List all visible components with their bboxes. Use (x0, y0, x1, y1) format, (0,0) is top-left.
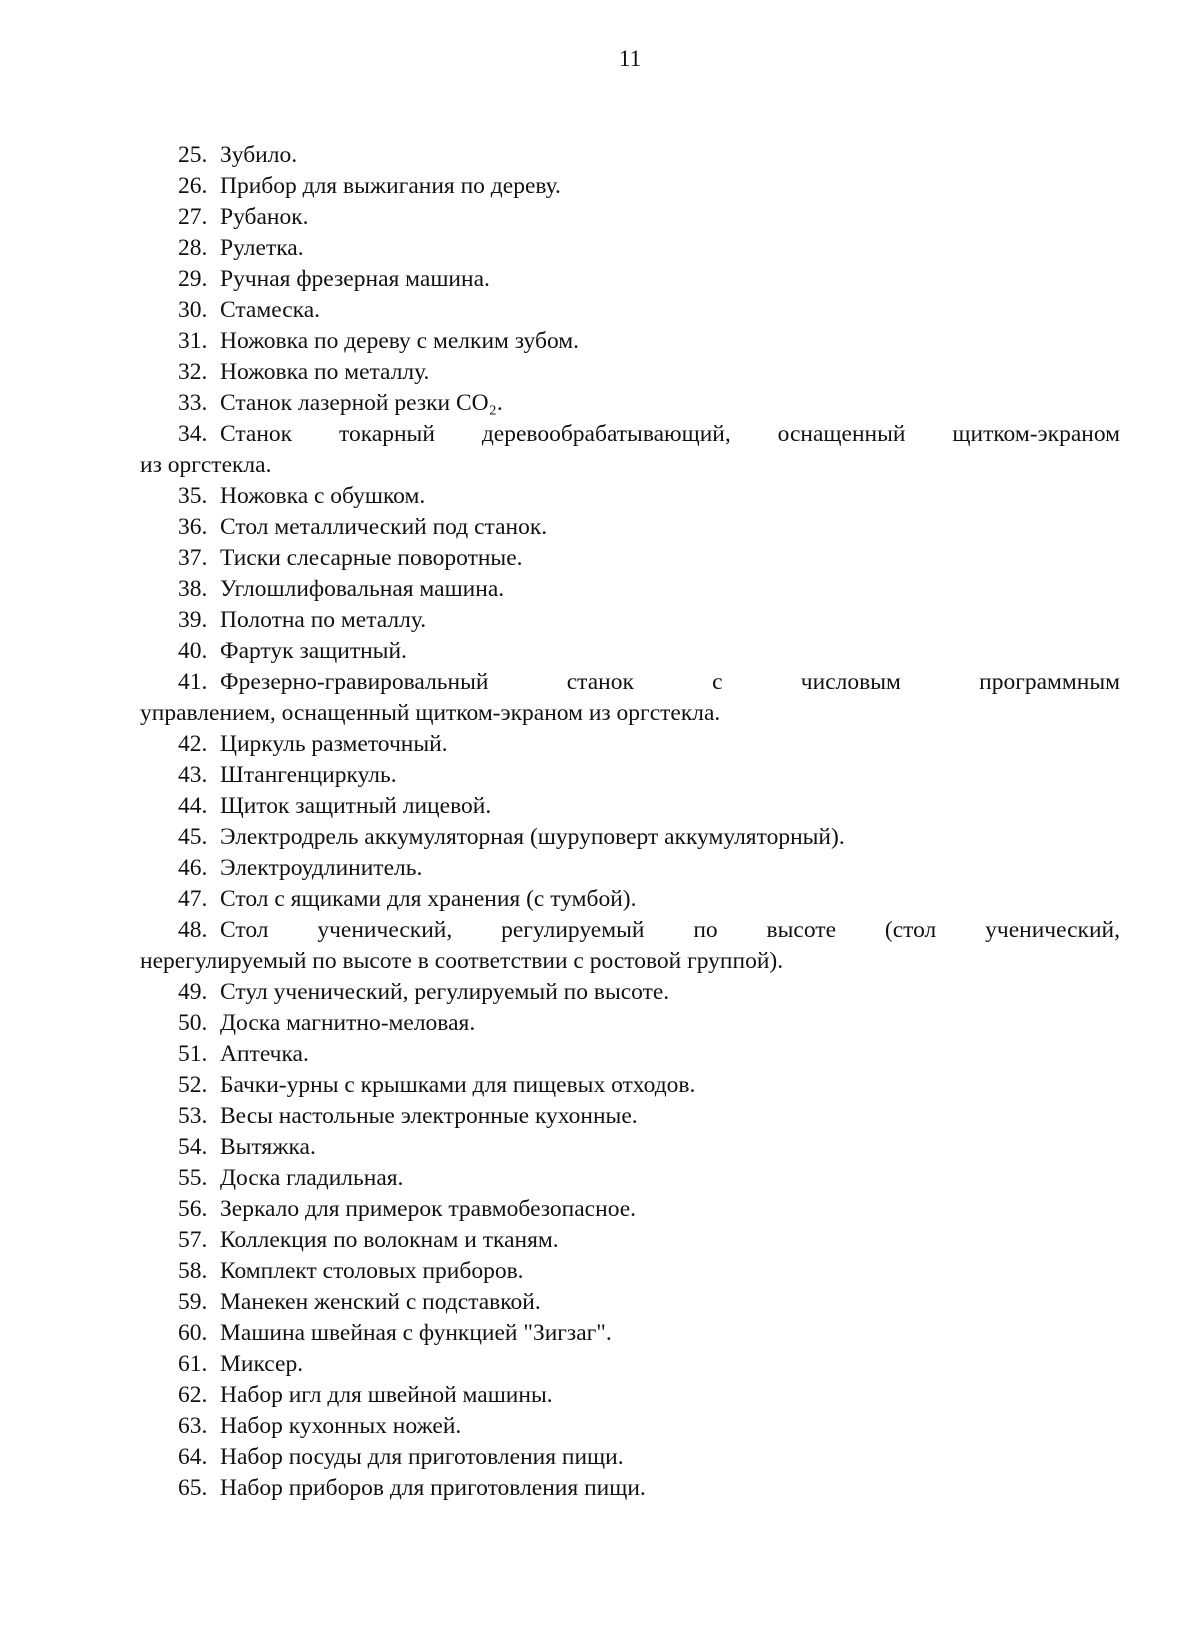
list-item-text: Фартук защитный. (220, 638, 407, 664)
list-item (140, 326, 1120, 357)
list-item (140, 140, 1120, 171)
list-item-number: 32. (178, 359, 208, 385)
list-item-continuation: управлением, оснащенный щитком-экраном из оргстекла. (140, 700, 721, 726)
list-item-text: Доска магнитно-меловая. (220, 1010, 476, 1036)
list-item (140, 760, 1120, 791)
list-item-text: Ручная фрезерная машина. (220, 266, 490, 292)
list-item-number: 63. (178, 1413, 208, 1439)
list-item-text: Щиток защитный лицевой. (220, 793, 492, 819)
list-item-text: Полотна по металлу. (220, 607, 427, 633)
list-item (140, 1008, 1120, 1039)
list-item-number: 25. (178, 142, 208, 168)
list-item-text: Зубило. (220, 142, 298, 168)
list-item (140, 1256, 1120, 1287)
list-item-number: 28. (178, 235, 208, 261)
list-item-number: 60. (178, 1320, 208, 1346)
list-item-text: Стул ученический, регулируемый по высоте. (220, 979, 670, 1005)
list-item-number: 56. (178, 1196, 208, 1222)
list-item-text: Вытяжка. (220, 1134, 316, 1160)
list-item-number: 39. (178, 607, 208, 633)
list-item-number: 52. (178, 1072, 208, 1098)
list-item (140, 605, 1120, 636)
list-item (140, 636, 1120, 667)
list-item (140, 1194, 1120, 1225)
list-item (140, 295, 1120, 326)
list-item (140, 915, 1120, 977)
list-item-number: 46. (178, 855, 208, 881)
list-item (140, 357, 1120, 388)
list-item-text: Станок токарный деревообрабатывающий, оснащенный щитком-экраном (220, 421, 1120, 447)
list-item-number: 45. (178, 824, 208, 850)
list-item (140, 1411, 1120, 1442)
list-item (140, 1070, 1120, 1101)
list-item-text: Рубанок. (220, 204, 309, 230)
list-item-number: 38. (178, 576, 208, 602)
list-item-text: Циркуль разметочный. (220, 731, 448, 757)
list-item-number: 27. (178, 204, 208, 230)
list-item-number: 58. (178, 1258, 208, 1284)
list-item (140, 791, 1120, 822)
list-item-text: Ножовка по дереву с мелким зубом. (220, 328, 579, 354)
list-item-number: 26. (178, 173, 208, 199)
list-item-number: 49. (178, 979, 208, 1005)
list-item-number: 40. (178, 638, 208, 664)
list-item-text: Набор кухонных ножей. (220, 1413, 462, 1439)
list-item-continuation: нерегулируемый по высоте в соответствии с ростовой группой). (140, 948, 784, 974)
list-item (140, 574, 1120, 605)
list-item-number: 44. (178, 793, 208, 819)
list-item (140, 264, 1120, 295)
list-item-text: Комплект столовых приборов. (220, 1258, 524, 1284)
list-item-number: 29. (178, 266, 208, 292)
list-item (140, 977, 1120, 1008)
list-item-text: Электродрель аккумуляторная (шуруповерт аккумуляторный). (220, 824, 845, 850)
page-number: 11 (618, 46, 642, 71)
list-item (140, 512, 1120, 543)
list-item (140, 1101, 1120, 1132)
list-item-text: Стол ученический, регулируемый по высоте (стол ученический, (220, 917, 1120, 943)
list-item-text: Углошлифовальная машина. (220, 576, 505, 602)
equipment-list (140, 140, 1120, 1504)
list-item (140, 884, 1120, 915)
list-item-text: Рулетка. (220, 235, 304, 261)
list-item-number: 41. (178, 669, 208, 695)
list-item-text: Ножовка с обушком. (220, 483, 426, 509)
list-item-text: Стол с ящиками для хранения (с тумбой). (220, 886, 637, 912)
list-item-text: Аптечка. (220, 1041, 309, 1067)
list-item (140, 1163, 1120, 1194)
list-item-number: 51. (178, 1041, 208, 1067)
list-item-number: 48. (178, 917, 208, 943)
list-item-number: 35. (178, 483, 208, 509)
list-item-text: Доска гладильная. (220, 1165, 404, 1191)
list-item (140, 1287, 1120, 1318)
list-item-continuation: из оргстекла. (140, 452, 272, 478)
list-item-number: 61. (178, 1351, 208, 1377)
list-item (140, 1318, 1120, 1349)
list-item-number: 42. (178, 731, 208, 757)
list-item-number: 54. (178, 1134, 208, 1160)
list-item-number: 43. (178, 762, 208, 788)
list-item-number: 47. (178, 886, 208, 912)
list-item-text: Станок лазерной резки CO₂. (220, 390, 503, 416)
list-item (140, 171, 1120, 202)
list-item-number: 34. (178, 421, 208, 447)
list-item-text: Машина швейная с функцией "Зигзаг". (220, 1320, 612, 1346)
list-item (140, 1473, 1120, 1504)
list-item (140, 202, 1120, 233)
list-item (140, 419, 1120, 481)
list-item (140, 233, 1120, 264)
list-item (140, 543, 1120, 574)
list-item (140, 1380, 1120, 1411)
list-item-text: Стол металлический под станок. (220, 514, 548, 540)
list-item (140, 1442, 1120, 1473)
list-item-text: Весы настольные электронные кухонные. (220, 1103, 638, 1129)
list-item-text: Электроудлинитель. (220, 855, 423, 881)
list-item-text: Ножовка по металлу. (220, 359, 430, 385)
list-item-number: 31. (178, 328, 208, 354)
list-item-number: 30. (178, 297, 208, 323)
list-item (140, 1039, 1120, 1070)
list-item-number: 57. (178, 1227, 208, 1253)
list-item-text: Набор посуды для приготовления пищи. (220, 1444, 624, 1470)
list-item-number: 65. (178, 1475, 208, 1501)
list-item (140, 853, 1120, 884)
list-item-text: Штангенциркуль. (220, 762, 397, 788)
list-item-text: Набор приборов для приготовления пищи. (220, 1475, 646, 1501)
list-item-text: Миксер. (220, 1351, 304, 1377)
list-item-text: Набор игл для швейной машины. (220, 1382, 553, 1408)
list-item-text: Стамеска. (220, 297, 321, 323)
list-item-number: 59. (178, 1289, 208, 1315)
list-item-text: Бачки-урны с крышками для пищевых отходов. (220, 1072, 696, 1098)
list-item-number: 53. (178, 1103, 208, 1129)
list-item (140, 481, 1120, 512)
list-item-text: Фрезерно-гравировальный станок с числовым программным (220, 669, 1120, 695)
list-item-text: Коллекция по волокнам и тканям. (220, 1227, 559, 1253)
list-item (140, 1225, 1120, 1256)
list-item-number: 62. (178, 1382, 208, 1408)
list-item-text: Тиски слесарные поворотные. (220, 545, 523, 571)
list-item-number: 64. (178, 1444, 208, 1470)
list-item-number: 55. (178, 1165, 208, 1191)
list-item-number: 33. (178, 390, 208, 416)
list-item (140, 822, 1120, 853)
list-item (140, 667, 1120, 729)
list-item-text: Прибор для выжигания по дереву. (220, 173, 561, 199)
list-item-text: Манекен женский с подставкой. (220, 1289, 541, 1315)
list-item (140, 388, 1120, 419)
list-item (140, 729, 1120, 760)
list-item (140, 1132, 1120, 1163)
list-item (140, 1349, 1120, 1380)
list-item-number: 50. (178, 1010, 208, 1036)
list-item-text: Зеркало для примерок травмобезопасное. (220, 1196, 637, 1222)
list-item-number: 37. (178, 545, 208, 571)
list-item-number: 36. (178, 514, 208, 540)
